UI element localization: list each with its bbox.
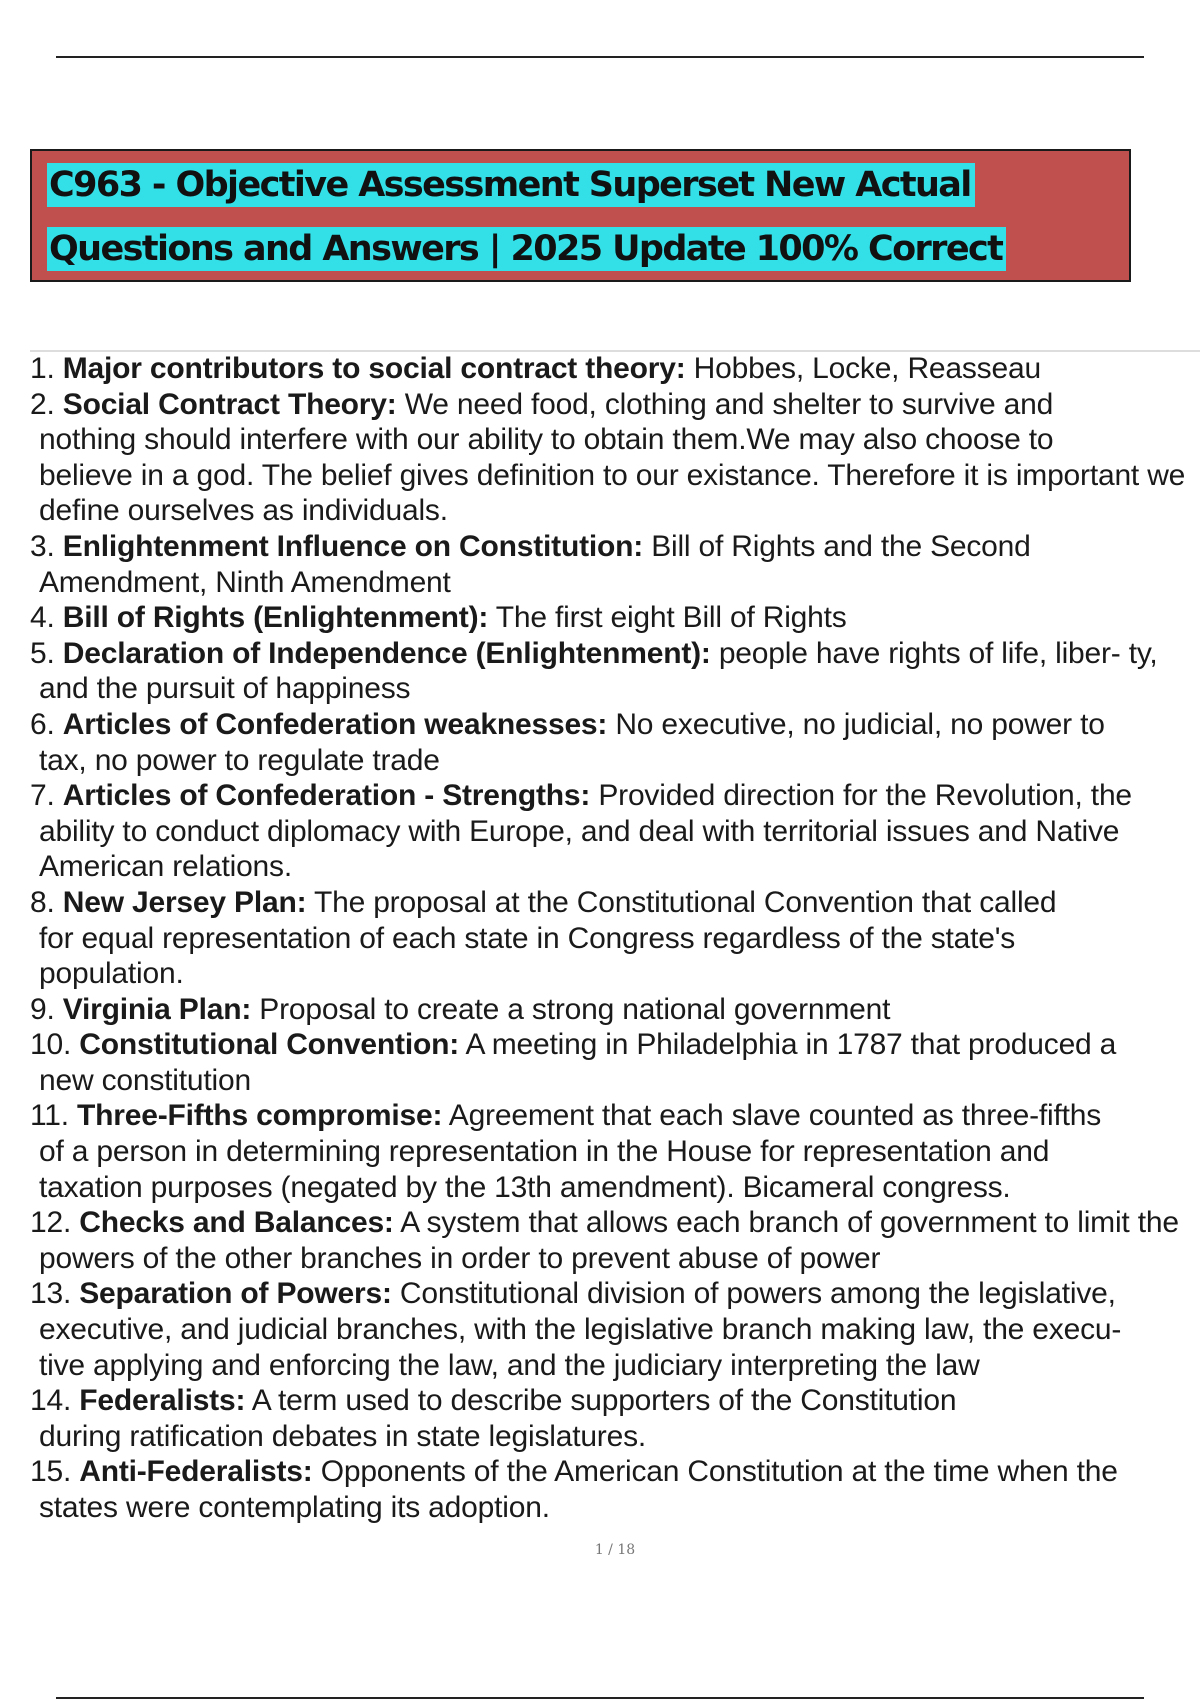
item-number: 10. — [30, 1028, 72, 1062]
term: Enlightenment Influence on Constitution: — [62, 529, 644, 563]
document-title-line-1: C963 - Objective Assessment Superset New Actual — [47, 163, 975, 207]
item-number: 5. — [30, 636, 55, 670]
definition: Agreement that each slave counted as three-fifths — [442, 1099, 1102, 1133]
definition-continuation: nothing should interfere with our ability to obtain them.We may also choose to — [39, 423, 1054, 457]
item-number: 12. — [30, 1206, 72, 1240]
qa-item-first-line — [30, 707, 1200, 743]
term: Three-Fifths compromise: — [77, 1099, 443, 1133]
definition-continuation: and the pursuit of happiness — [39, 672, 411, 706]
definition-continuation: states were contemplating its adoption. — [39, 1491, 550, 1524]
term: Federalists: — [79, 1384, 246, 1418]
definition: people have rights of life, liber- ty, — [710, 636, 1158, 670]
definition: The proposal at the Constitutional Convention that called — [306, 885, 1057, 919]
term: Anti-Federalists: — [79, 1455, 313, 1489]
definition-continuation: new constitution — [39, 1063, 251, 1097]
title-box — [30, 149, 1131, 282]
definition: Opponents of the American Constitution at the time when the — [312, 1455, 1118, 1489]
item-number: 2. — [30, 387, 55, 421]
qa-item — [30, 1383, 1200, 1454]
term: Checks and Balances: — [79, 1206, 394, 1240]
qa-item — [30, 778, 1200, 885]
term: Virginia Plan: — [62, 992, 252, 1026]
qa-item — [30, 636, 1200, 707]
definition-continuation: executive, and judicial branches, with the legislative branch making law, the execu- — [39, 1313, 1122, 1347]
term: Bill of Rights (Enlightenment): — [62, 601, 489, 635]
document-title-line-2: Questions and Answers | 2025 Update 100% Correct — [47, 227, 1006, 271]
term: Social Contract Theory: — [62, 387, 397, 421]
qa-item — [30, 885, 1200, 992]
qa-item-first-line — [30, 529, 1200, 565]
qa-item-first-line — [30, 778, 1200, 814]
qa-item-first-line — [30, 1027, 1200, 1063]
item-number: 1. — [30, 352, 55, 385]
definition: Provided direction for the Revolution, the — [590, 779, 1132, 813]
definition-continuation: define ourselves as individuals. — [39, 494, 448, 528]
definition: Bill of Rights and the Second — [643, 529, 1031, 563]
qa-list — [30, 351, 1200, 1526]
qa-item-first-line — [30, 600, 1200, 636]
qa-item — [30, 600, 1200, 636]
definition-continuation: for equal representation of each state in Congress regardless of the state's — [39, 921, 1016, 955]
definition: No executive, no judicial, no power to — [607, 707, 1105, 741]
term: Articles of Confederation weaknesses: — [62, 707, 608, 741]
term: Separation of Powers: — [79, 1277, 392, 1311]
term: New Jersey Plan: — [62, 885, 307, 919]
qa-item — [30, 1205, 1200, 1276]
definition-continuation: of a person in determining representation in the House for representation and — [39, 1135, 1050, 1169]
qa-item — [30, 1098, 1200, 1205]
qa-item — [30, 992, 1200, 1028]
definition-continuation: tax, no power to regulate trade — [39, 743, 440, 777]
qa-item-first-line — [30, 1454, 1200, 1490]
definition: Hobbes, Locke, Reasseau — [685, 352, 1041, 385]
qa-item-first-line — [30, 351, 1200, 387]
qa-item — [30, 1276, 1200, 1383]
definition-continuation: during ratification debates in state legislatures. — [39, 1419, 647, 1453]
definition-continuation: population. — [39, 957, 184, 991]
qa-item-first-line — [30, 1383, 1200, 1419]
page-number: 1 / 18 — [594, 1542, 636, 1558]
item-number: 7. — [30, 779, 55, 813]
item-number: 4. — [30, 601, 55, 635]
qa-item-first-line — [30, 636, 1200, 672]
definition: We need food, clothing and shelter to survive and — [396, 387, 1054, 421]
definition: A system that allows each branch of government to limit the — [393, 1206, 1179, 1240]
qa-item — [30, 351, 1200, 387]
definition: A meeting in Philadelphia in 1787 that produced a — [459, 1028, 1117, 1062]
definition-continuation: ability to conduct diplomacy with Europe, and deal with territorial issues and Native — [39, 814, 1120, 848]
qa-item-first-line — [30, 1205, 1200, 1241]
item-number: 8. — [30, 885, 55, 919]
definition-continuation: powers of the other branches in order to prevent abuse of power — [39, 1241, 881, 1275]
top-rule — [56, 56, 1144, 58]
definition-continuation: Amendment, Ninth Amendment — [39, 565, 451, 599]
qa-item — [30, 1454, 1200, 1525]
item-number: 3. — [30, 529, 55, 563]
item-number: 14. — [30, 1384, 72, 1418]
qa-item-first-line — [30, 1276, 1200, 1312]
qa-item — [30, 707, 1200, 778]
qa-item — [30, 529, 1200, 600]
definition-continuation: believe in a god. The belief gives definition to our existance. Therefore it is important we — [39, 458, 1186, 492]
definition: The first eight Bill of Rights — [488, 601, 847, 635]
definition-continuation: American relations. — [39, 850, 292, 884]
qa-item-first-line — [30, 992, 1200, 1028]
item-number: 9. — [30, 992, 55, 1026]
term: Declaration of Independence (Enlightenment): — [62, 636, 711, 670]
qa-item-first-line — [30, 1098, 1200, 1134]
item-number: 15. — [30, 1455, 72, 1489]
bottom-rule — [56, 1697, 1144, 1699]
qa-item — [30, 387, 1200, 529]
definition-continuation: taxation purposes (negated by the 13th amendment). Bicameral congress. — [39, 1170, 1011, 1204]
term: Major contributors to social contract theory: — [62, 352, 686, 385]
definition: A term used to describe supporters of the Constitution — [245, 1384, 957, 1418]
term: Constitutional Convention: — [79, 1028, 459, 1062]
item-number: 13. — [30, 1277, 72, 1311]
definition-continuation: tive applying and enforcing the law, and the judiciary interpreting the law — [39, 1348, 980, 1382]
definition: Constitutional division of powers among the legislative, — [391, 1277, 1116, 1311]
qa-item — [30, 1027, 1200, 1098]
definition: Proposal to create a strong national government — [251, 992, 891, 1026]
qa-item-first-line — [30, 885, 1200, 921]
qa-item-first-line — [30, 387, 1200, 423]
item-number: 11. — [30, 1099, 69, 1133]
term: Articles of Confederation - Strengths: — [62, 779, 591, 813]
item-number: 6. — [30, 707, 55, 741]
